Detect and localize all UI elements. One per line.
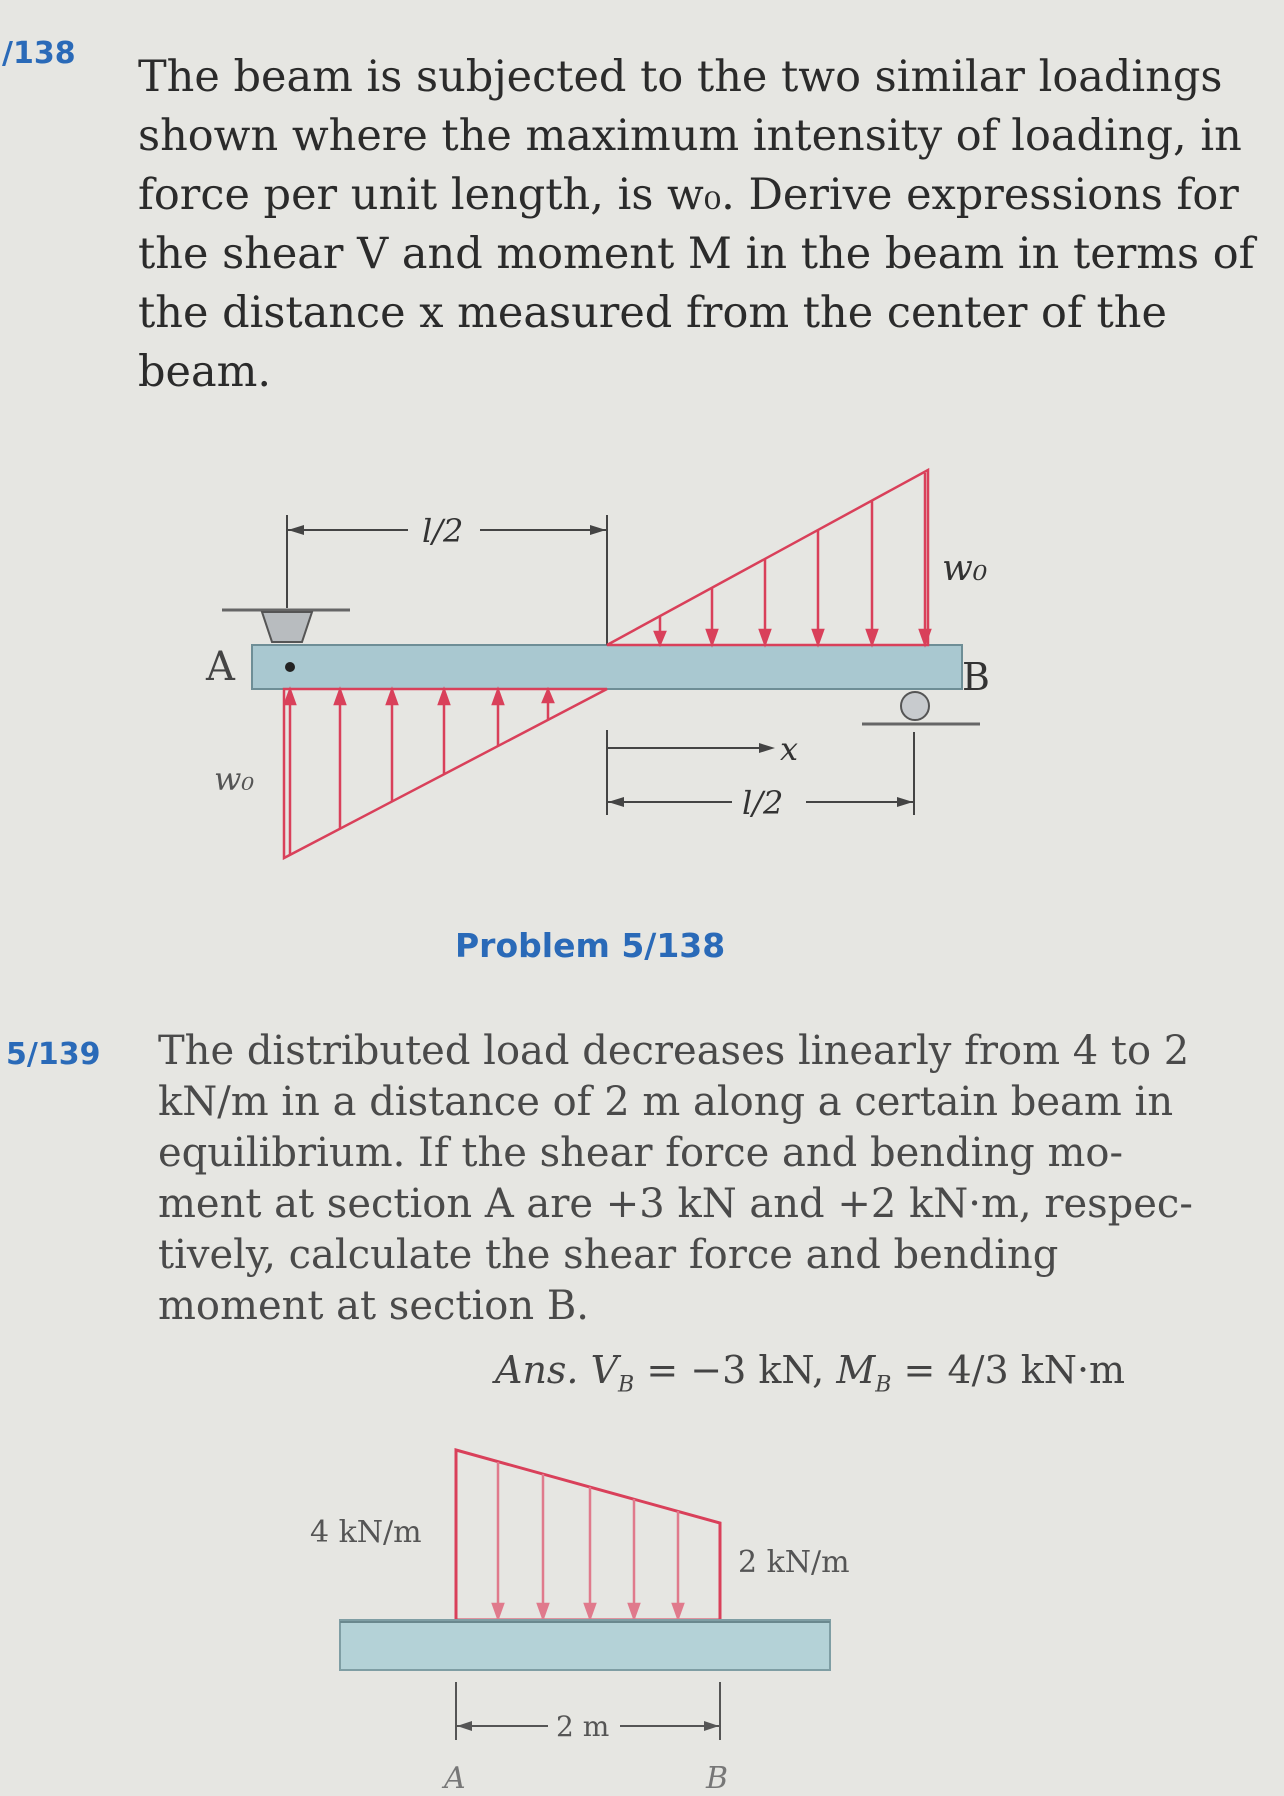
support-b-roller bbox=[901, 692, 929, 720]
answer-mb-label: M bbox=[836, 1348, 876, 1392]
x-arrow-head bbox=[759, 743, 775, 753]
dim-top-arrow-left bbox=[288, 525, 304, 535]
problem-138-line-5: the distance x measured from the center of the bbox=[138, 288, 1167, 338]
problem-139-line-2: kN/m in a distance of 2 m along a certain beam in bbox=[158, 1079, 1174, 1125]
beam-138 bbox=[252, 645, 962, 689]
load-trapezoid bbox=[456, 1450, 720, 1620]
dim-139-label: 2 m bbox=[556, 1710, 610, 1743]
problem-138-line-1: The beam is subjected to the two similar loadings bbox=[138, 52, 1223, 102]
problem-139-line-5: tively, calculate the shear force and bending bbox=[158, 1232, 1059, 1278]
label-b: B bbox=[962, 655, 990, 699]
problem-138-line-2: shown where the maximum intensity of loading, in bbox=[138, 111, 1242, 161]
dim-top-label: l/2 bbox=[422, 512, 464, 550]
dim-bottom-label: l/2 bbox=[742, 784, 784, 822]
label-4kn: 4 kN/m bbox=[310, 1515, 422, 1550]
load-right-triangle bbox=[607, 470, 928, 645]
pin-a bbox=[285, 662, 295, 672]
answer-prefix: Ans. bbox=[495, 1348, 579, 1392]
dim-top-arrow-right bbox=[590, 525, 606, 535]
label-a: A bbox=[206, 644, 235, 690]
label-b-139: B bbox=[706, 1761, 729, 1796]
label-w0-left: w₀ bbox=[214, 760, 255, 798]
support-a-pin bbox=[262, 612, 312, 642]
load-left-triangle bbox=[284, 689, 607, 858]
dim-bottom-arrow-left bbox=[608, 797, 624, 807]
problem-138-line-4: the shear V and moment M in the beam in terms of bbox=[138, 229, 1255, 279]
figure-139 bbox=[0, 1420, 1284, 1796]
figure-138-caption: Problem 5/138 bbox=[455, 926, 726, 965]
dim-139-arrow-left bbox=[457, 1721, 472, 1731]
label-x: x bbox=[780, 730, 799, 768]
problem-138-line-3: force per unit length, is w₀. Derive expressions for bbox=[138, 170, 1239, 220]
label-2kn: 2 kN/m bbox=[738, 1545, 850, 1580]
answer-mb-value: = 4/3 kN·m bbox=[903, 1348, 1126, 1392]
answer-vb-label: V bbox=[590, 1348, 619, 1392]
problem-138-line-6: beam. bbox=[138, 347, 272, 397]
problem-138-number: /138 bbox=[2, 36, 76, 71]
dim-139-arrow-right bbox=[704, 1721, 719, 1731]
problem-139-number: 5/139 bbox=[6, 1037, 101, 1072]
problem-139-line-1: The distributed load decreases linearly from 4 to 2 bbox=[158, 1028, 1190, 1074]
answer-mb-sub: B bbox=[875, 1372, 892, 1398]
dim-bottom-arrow-right bbox=[897, 797, 913, 807]
beam-139 bbox=[340, 1620, 830, 1670]
problem-139-line-6: moment at section B. bbox=[158, 1283, 589, 1329]
answer-vb-sub: B bbox=[618, 1372, 635, 1398]
load-left-arrows bbox=[285, 690, 553, 855]
problem-139-line-3: equilibrium. If the shear force and bending mo- bbox=[158, 1130, 1124, 1176]
label-a-139: A bbox=[444, 1761, 466, 1796]
problem-139-answer bbox=[495, 1348, 1125, 1398]
label-w0-right: w₀ bbox=[942, 548, 988, 589]
problem-139-text bbox=[158, 1026, 1193, 1332]
problem-139-line-4: ment at section A are +3 kN and +2 kN·m, respec- bbox=[158, 1181, 1193, 1227]
load-right-arrows bbox=[655, 473, 930, 644]
answer-vb-value: = −3 kN, bbox=[646, 1348, 825, 1392]
